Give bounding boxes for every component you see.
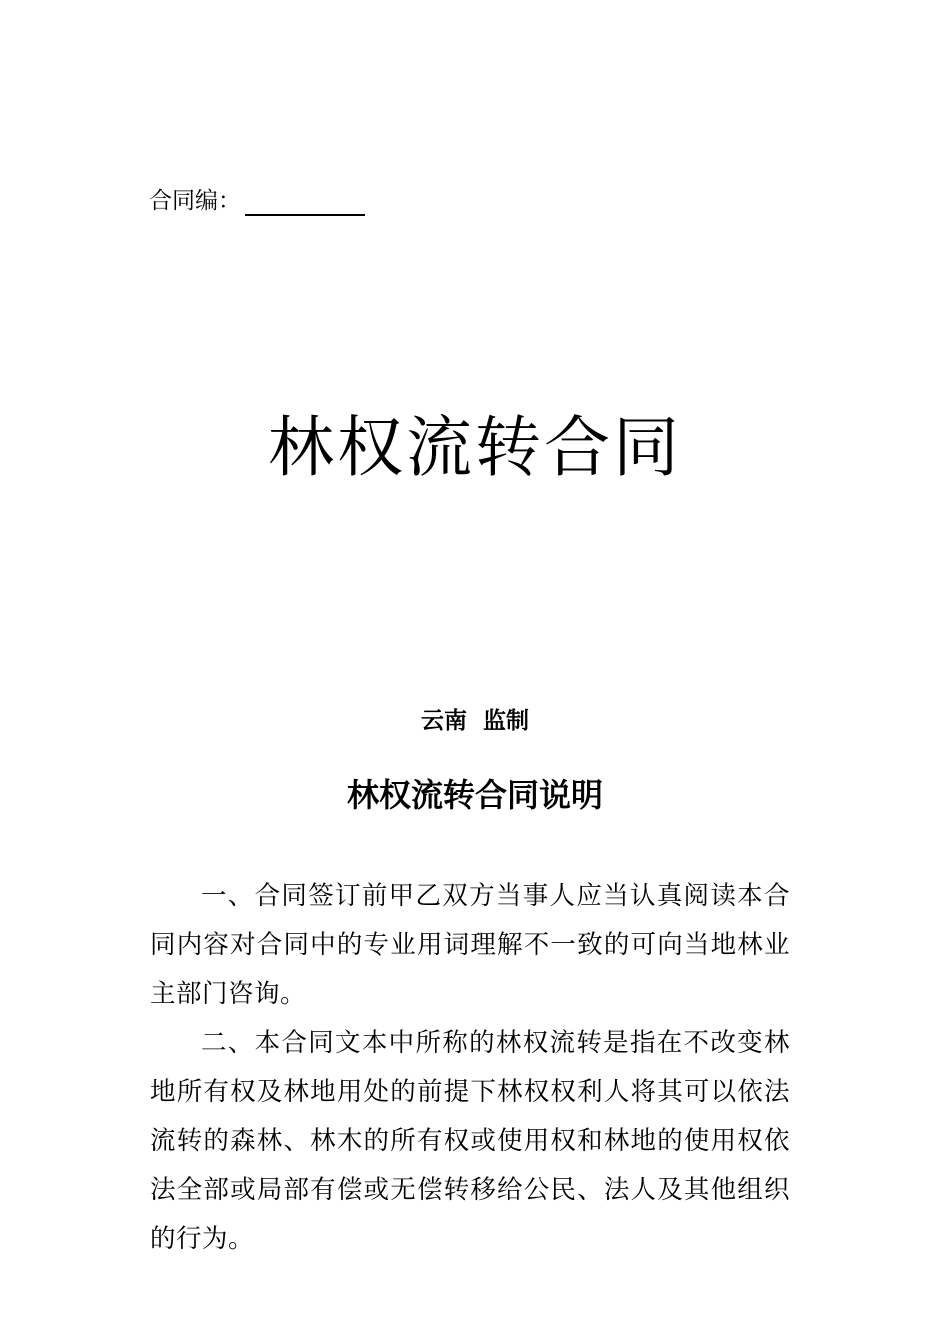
contract-number — [149, 186, 365, 216]
paragraph-1: 一、合同签订前甲乙双方当事人应当认真阅读本合同内容对合同中的专业用词理解不一致的可向当地林业主部门咨询。 — [150, 881, 790, 1009]
contract-number-label: 合同编： — [149, 188, 241, 214]
paragraph-2: 二、本合同文本中所称的林权流转是指在不改变林地所有权及林地用处的前提下林权权利人将其可以依法流转的森林、林木的所有权或使用权和林地的使用权依法全部或局部有偿或无偿转移给公民、法人及其他组织的行为。 — [150, 1028, 790, 1254]
section-title: 林权流转合同说明 — [346, 776, 603, 814]
body-text — [150, 872, 790, 1264]
issuer-line: 云南 监制 — [420, 707, 529, 734]
contract-number-blank — [245, 192, 365, 216]
page-title: 林权流转合同 — [268, 409, 682, 486]
